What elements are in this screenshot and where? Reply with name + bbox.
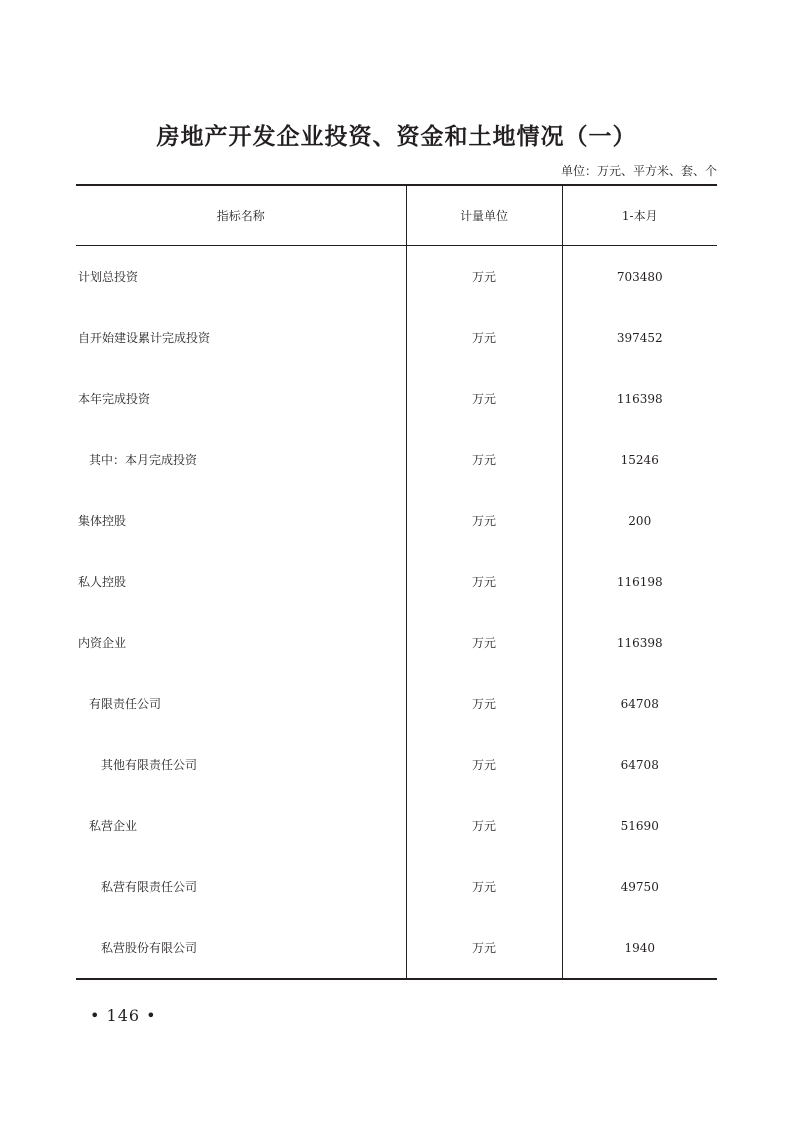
row-unit-cell: 万元	[406, 856, 562, 917]
row-unit-cell: 万元	[406, 917, 562, 979]
row-name-cell: 有限责任公司	[89, 697, 162, 711]
table-row	[76, 612, 717, 673]
row-name-cell: 自开始建设累计完成投资	[78, 331, 211, 345]
row-unit-cell: 万元	[406, 734, 562, 795]
data-table	[76, 184, 717, 980]
unit-note: 单位：万元、平方米、套、个	[560, 164, 717, 178]
header-period: 1-本月	[562, 185, 717, 246]
row-name-cell: 其中：本月完成投资	[89, 453, 198, 467]
row-value-cell: 116398	[562, 368, 717, 429]
row-value-cell: 116398	[562, 612, 717, 673]
table-header-row	[76, 185, 717, 246]
table-row	[76, 490, 717, 551]
row-name-cell: 私人控股	[78, 575, 127, 589]
row-unit-cell: 万元	[406, 795, 562, 856]
row-name-cell: 集体控股	[78, 514, 127, 528]
row-name-cell: 内资企业	[78, 636, 127, 650]
page-title: 房地产开发企业投资、资金和土地情况（一）	[156, 124, 637, 150]
table-row	[76, 917, 717, 979]
row-value-cell: 51690	[562, 795, 717, 856]
row-unit-cell: 万元	[406, 490, 562, 551]
table-body	[76, 246, 717, 980]
header-unit: 计量单位	[406, 185, 562, 246]
row-unit-cell: 万元	[406, 429, 562, 490]
row-unit-cell: 万元	[406, 368, 562, 429]
row-name-cell: 私营有限责任公司	[101, 880, 198, 894]
table-row	[76, 246, 717, 308]
row-value-cell: 200	[562, 490, 717, 551]
row-value-cell: 64708	[562, 673, 717, 734]
data-table-container	[76, 184, 717, 980]
row-name-cell: 私营股份有限公司	[101, 941, 198, 955]
table-row	[76, 368, 717, 429]
table-row	[76, 856, 717, 917]
page-number: • 146 •	[90, 1006, 157, 1025]
row-name-cell: 计划总投资	[78, 270, 139, 284]
row-value-cell: 15246	[562, 429, 717, 490]
table-row	[76, 734, 717, 795]
row-value-cell: 703480	[562, 246, 717, 308]
table-row	[76, 307, 717, 368]
row-value-cell: 64708	[562, 734, 717, 795]
row-unit-cell: 万元	[406, 551, 562, 612]
row-value-cell: 1940	[562, 917, 717, 979]
row-unit-cell: 万元	[406, 612, 562, 673]
header-indicator-name: 指标名称	[76, 185, 406, 246]
table-row	[76, 673, 717, 734]
row-value-cell: 49750	[562, 856, 717, 917]
table-row	[76, 551, 717, 612]
row-unit-cell: 万元	[406, 246, 562, 308]
row-value-cell: 116198	[562, 551, 717, 612]
row-name-cell: 私营企业	[89, 819, 138, 833]
table-row	[76, 795, 717, 856]
row-unit-cell: 万元	[406, 673, 562, 734]
row-unit-cell: 万元	[406, 307, 562, 368]
row-name-cell: 其他有限责任公司	[101, 758, 198, 772]
table-row	[76, 429, 717, 490]
row-name-cell: 本年完成投资	[78, 392, 151, 406]
row-value-cell: 397452	[562, 307, 717, 368]
